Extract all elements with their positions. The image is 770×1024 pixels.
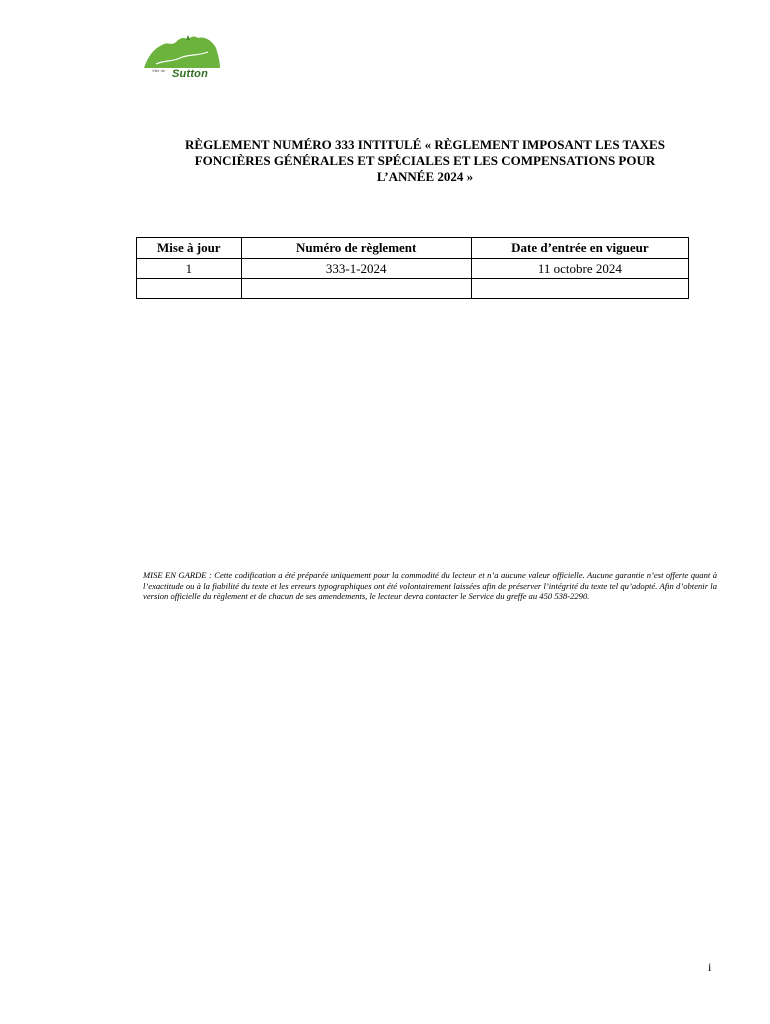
mountain-logo-icon xyxy=(142,34,222,70)
table-header-row xyxy=(137,238,689,259)
title-line-3: L’ANNÉE 2024 » xyxy=(376,169,474,184)
header-bylaw-number: Numéro de règlement xyxy=(241,238,471,259)
logo-name: Sutton xyxy=(172,68,209,80)
cell-effective-date xyxy=(471,279,688,299)
cell-bylaw-number xyxy=(241,279,471,299)
warning-label: MISE EN GARDE xyxy=(143,570,207,580)
table-row xyxy=(137,279,689,299)
header-effective-date: Date d’entrée en vigueur xyxy=(471,238,688,259)
header-update: Mise à jour xyxy=(137,238,242,259)
logo-small-text: Ville de xyxy=(152,68,166,73)
cell-update: 1 xyxy=(137,259,242,279)
updates-table xyxy=(136,237,689,299)
cell-bylaw-number: 333-1-2024 xyxy=(241,259,471,279)
warning-text: : Cette codification a été préparée uniquement pour la commodité du lecteur et n’a aucune valeur officielle. Aucune garantie n’est offerte quant à l’exactitude ou à la fiabilité du texte et les erreurs typographiques ont été volontairement laissées afin de préserver l’intégrité du texte tel qu’adopté. Afin d’obtenir la version officielle du règlement et de chacun de ses amendements, le lecteur devra contacter le Service du greffe au 450 538-2290. xyxy=(143,570,718,602)
page-number: i xyxy=(708,960,712,974)
warning-notice xyxy=(143,570,717,602)
title-line-1: RÈGLEMENT NUMÉRO 333 INTITULÉ « RÈGLEMENT IMPOSANT LES TAXES xyxy=(185,137,665,152)
page-title xyxy=(140,137,710,185)
cell-update xyxy=(137,279,242,299)
cell-effective-date: 11 octobre 2024 xyxy=(471,259,688,279)
table-row xyxy=(137,259,689,279)
title-line-2: FONCIÈRES GÉNÉRALES ET SPÉCIALES ET LES COMPENSATIONS POUR xyxy=(194,153,656,168)
sutton-logo xyxy=(142,34,222,84)
